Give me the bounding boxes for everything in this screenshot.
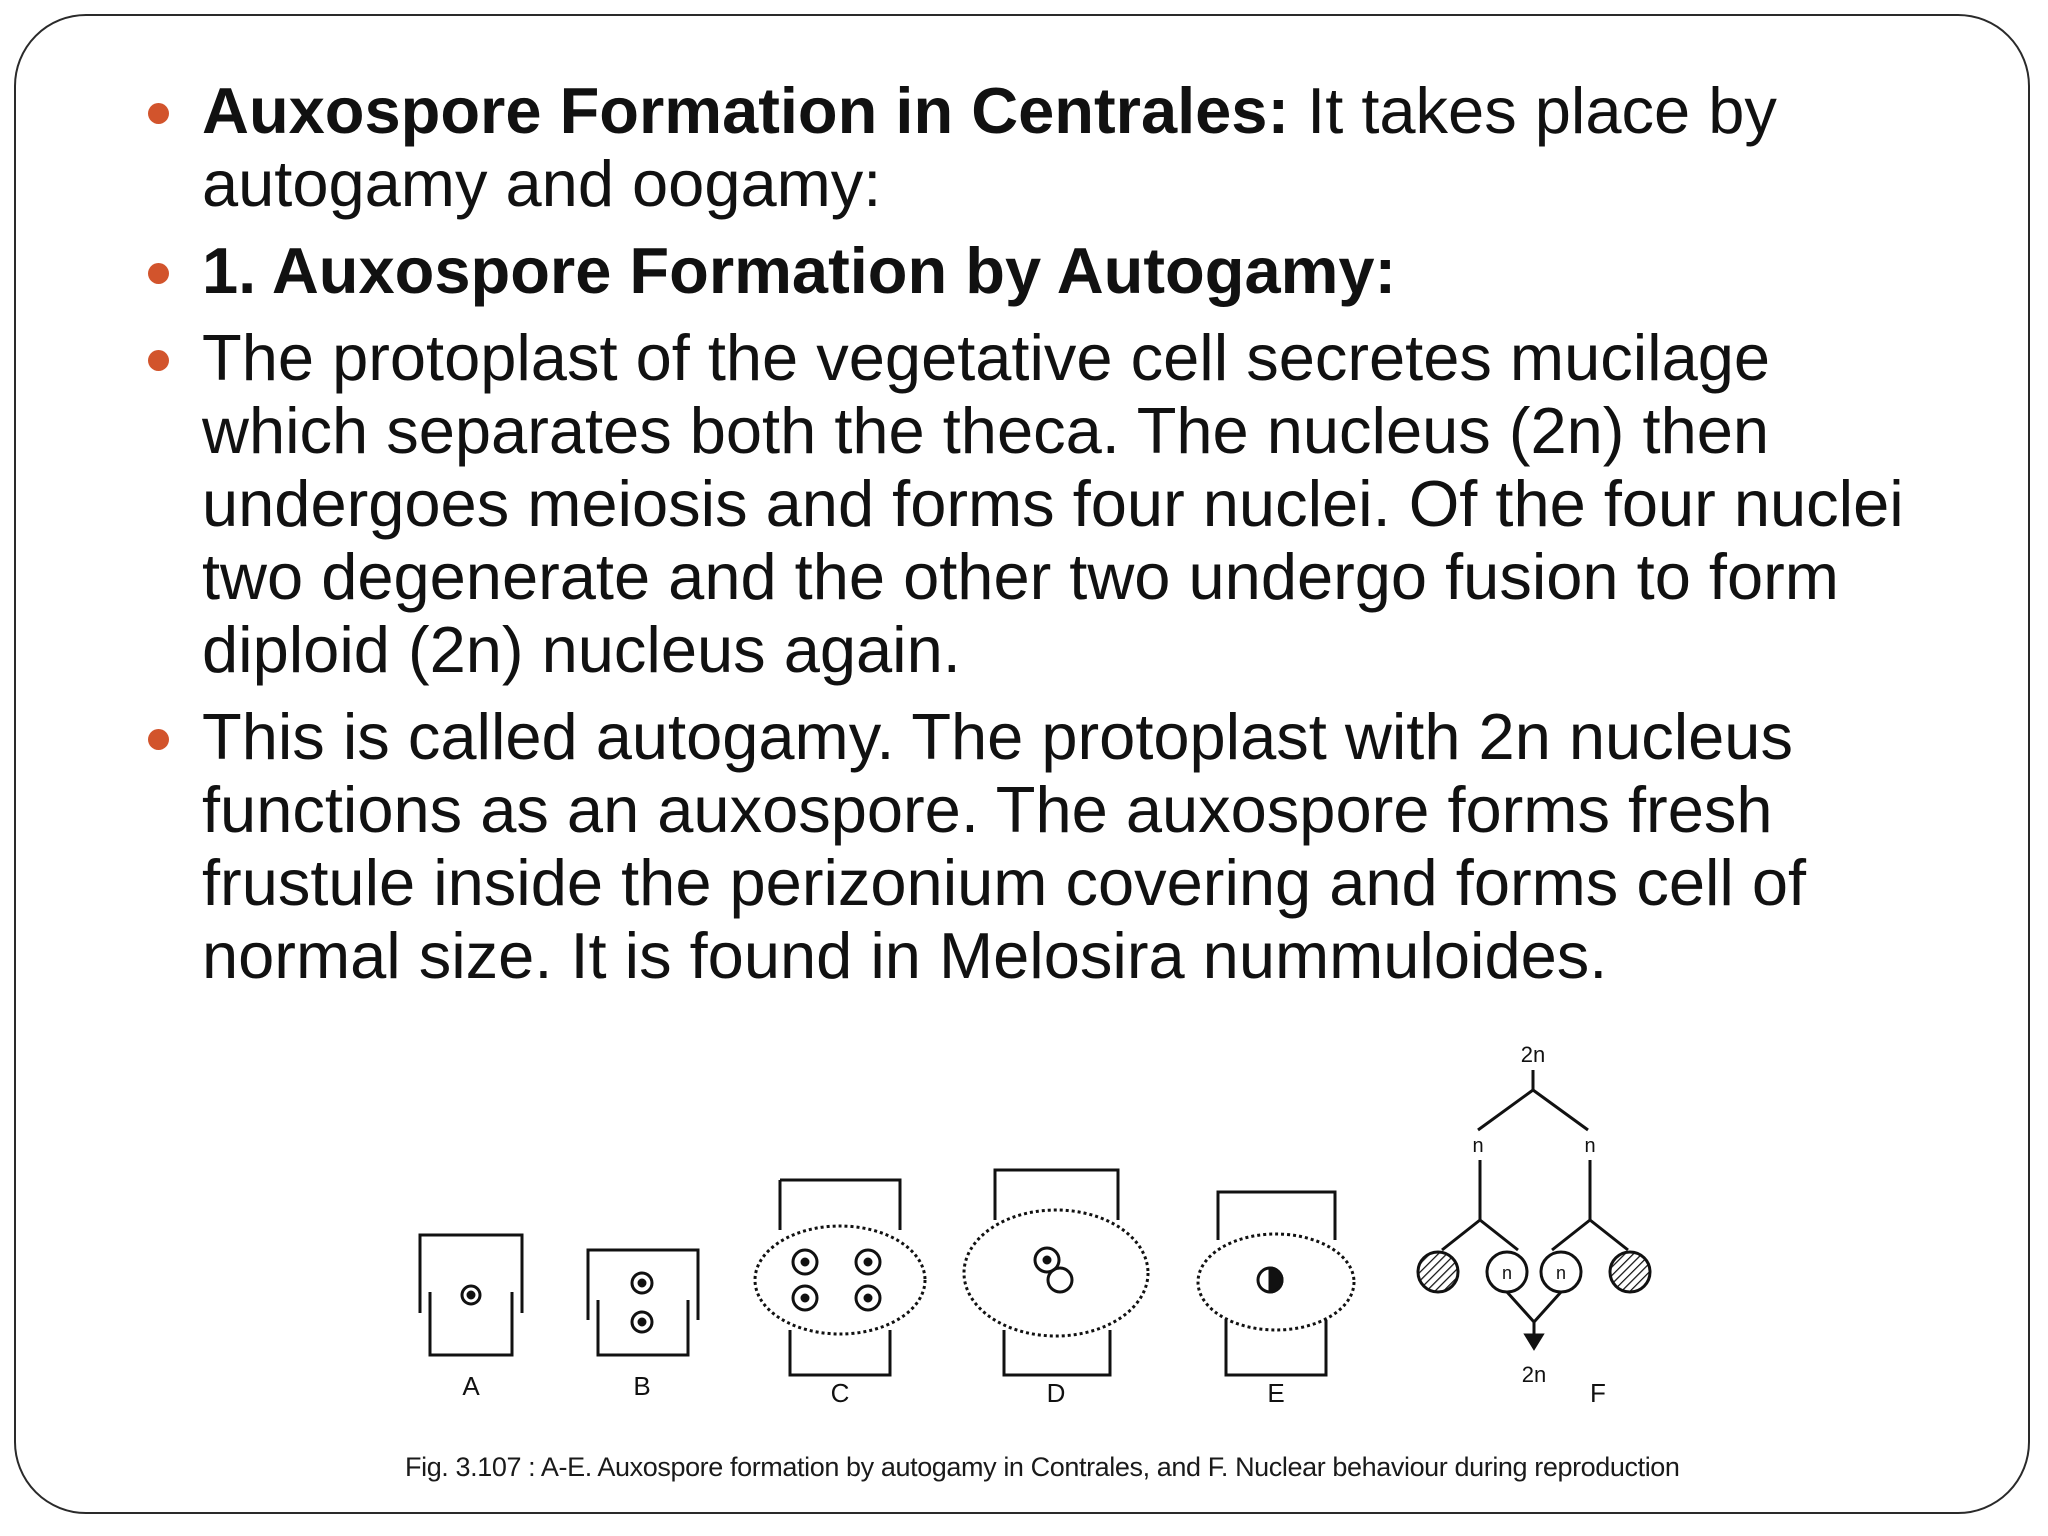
ploidy-left: n bbox=[1472, 1135, 1484, 1157]
auxospore-diagram bbox=[380, 1030, 1700, 1440]
stage-e-cell bbox=[1198, 1192, 1354, 1375]
stage-d-cell bbox=[964, 1170, 1148, 1375]
label-f: F bbox=[1590, 1378, 1606, 1408]
bullet-dot-icon bbox=[148, 729, 169, 750]
bullet-dot-icon bbox=[148, 263, 169, 284]
label-e: E bbox=[1267, 1378, 1285, 1408]
ploidy-bottom: 2n bbox=[1521, 1362, 1547, 1387]
label-b: B bbox=[633, 1371, 651, 1401]
bullet-item bbox=[148, 700, 1928, 992]
bullet-text: This is called autogamy. The protoplast with 2n nucleus functions as an auxospore. The auxospore forms fresh frustule inside the perizonium covering and forms cell of normal size. It is found in Melosira nummuloides. bbox=[202, 700, 1807, 992]
ploidy-top: 2n bbox=[1520, 1042, 1546, 1067]
bullet-text: The protoplast of the vegetative cell secretes mucilage which separates both the theca. The nucleus (2n) then undergoes meiosis and forms four nuclei. Of the four nuclei two degenerate and the other two undergo fusion to form diploid (2n) nucleus again. bbox=[202, 321, 1904, 686]
bullet-heading: Auxospore Formation in Centrales: bbox=[202, 74, 1290, 147]
bullet-item bbox=[148, 74, 1928, 220]
figure-caption: Fig. 3.107 : A-E. Auxospore formation by autogamy in Contrales, and F. Nuclear behaviour during reproduction bbox=[405, 1452, 1680, 1482]
ploidy-right: n bbox=[1584, 1135, 1596, 1157]
auxospore-figure bbox=[380, 1030, 1700, 1510]
stage-f-nuclear-tree bbox=[1418, 1070, 1650, 1348]
stage-c-cell bbox=[755, 1180, 925, 1375]
nucleus-label-left: n bbox=[1501, 1263, 1513, 1283]
bullet-dot-icon bbox=[148, 350, 169, 371]
bullet-item bbox=[148, 234, 1928, 307]
label-d: D bbox=[1046, 1378, 1066, 1408]
bullet-item bbox=[148, 321, 1928, 686]
nucleus-label-right: n bbox=[1555, 1263, 1567, 1283]
bullet-heading: 1. Auxospore Formation by Autogamy: bbox=[202, 234, 1397, 307]
label-c: C bbox=[830, 1378, 850, 1408]
stage-a-cell bbox=[420, 1235, 522, 1355]
bullet-text: It takes place by autogamy and oogamy: bbox=[202, 74, 1777, 220]
bullet-dot-icon bbox=[148, 103, 169, 124]
bullet-list bbox=[148, 74, 1928, 1006]
label-a: A bbox=[462, 1371, 480, 1401]
stage-b-cell bbox=[588, 1250, 698, 1355]
